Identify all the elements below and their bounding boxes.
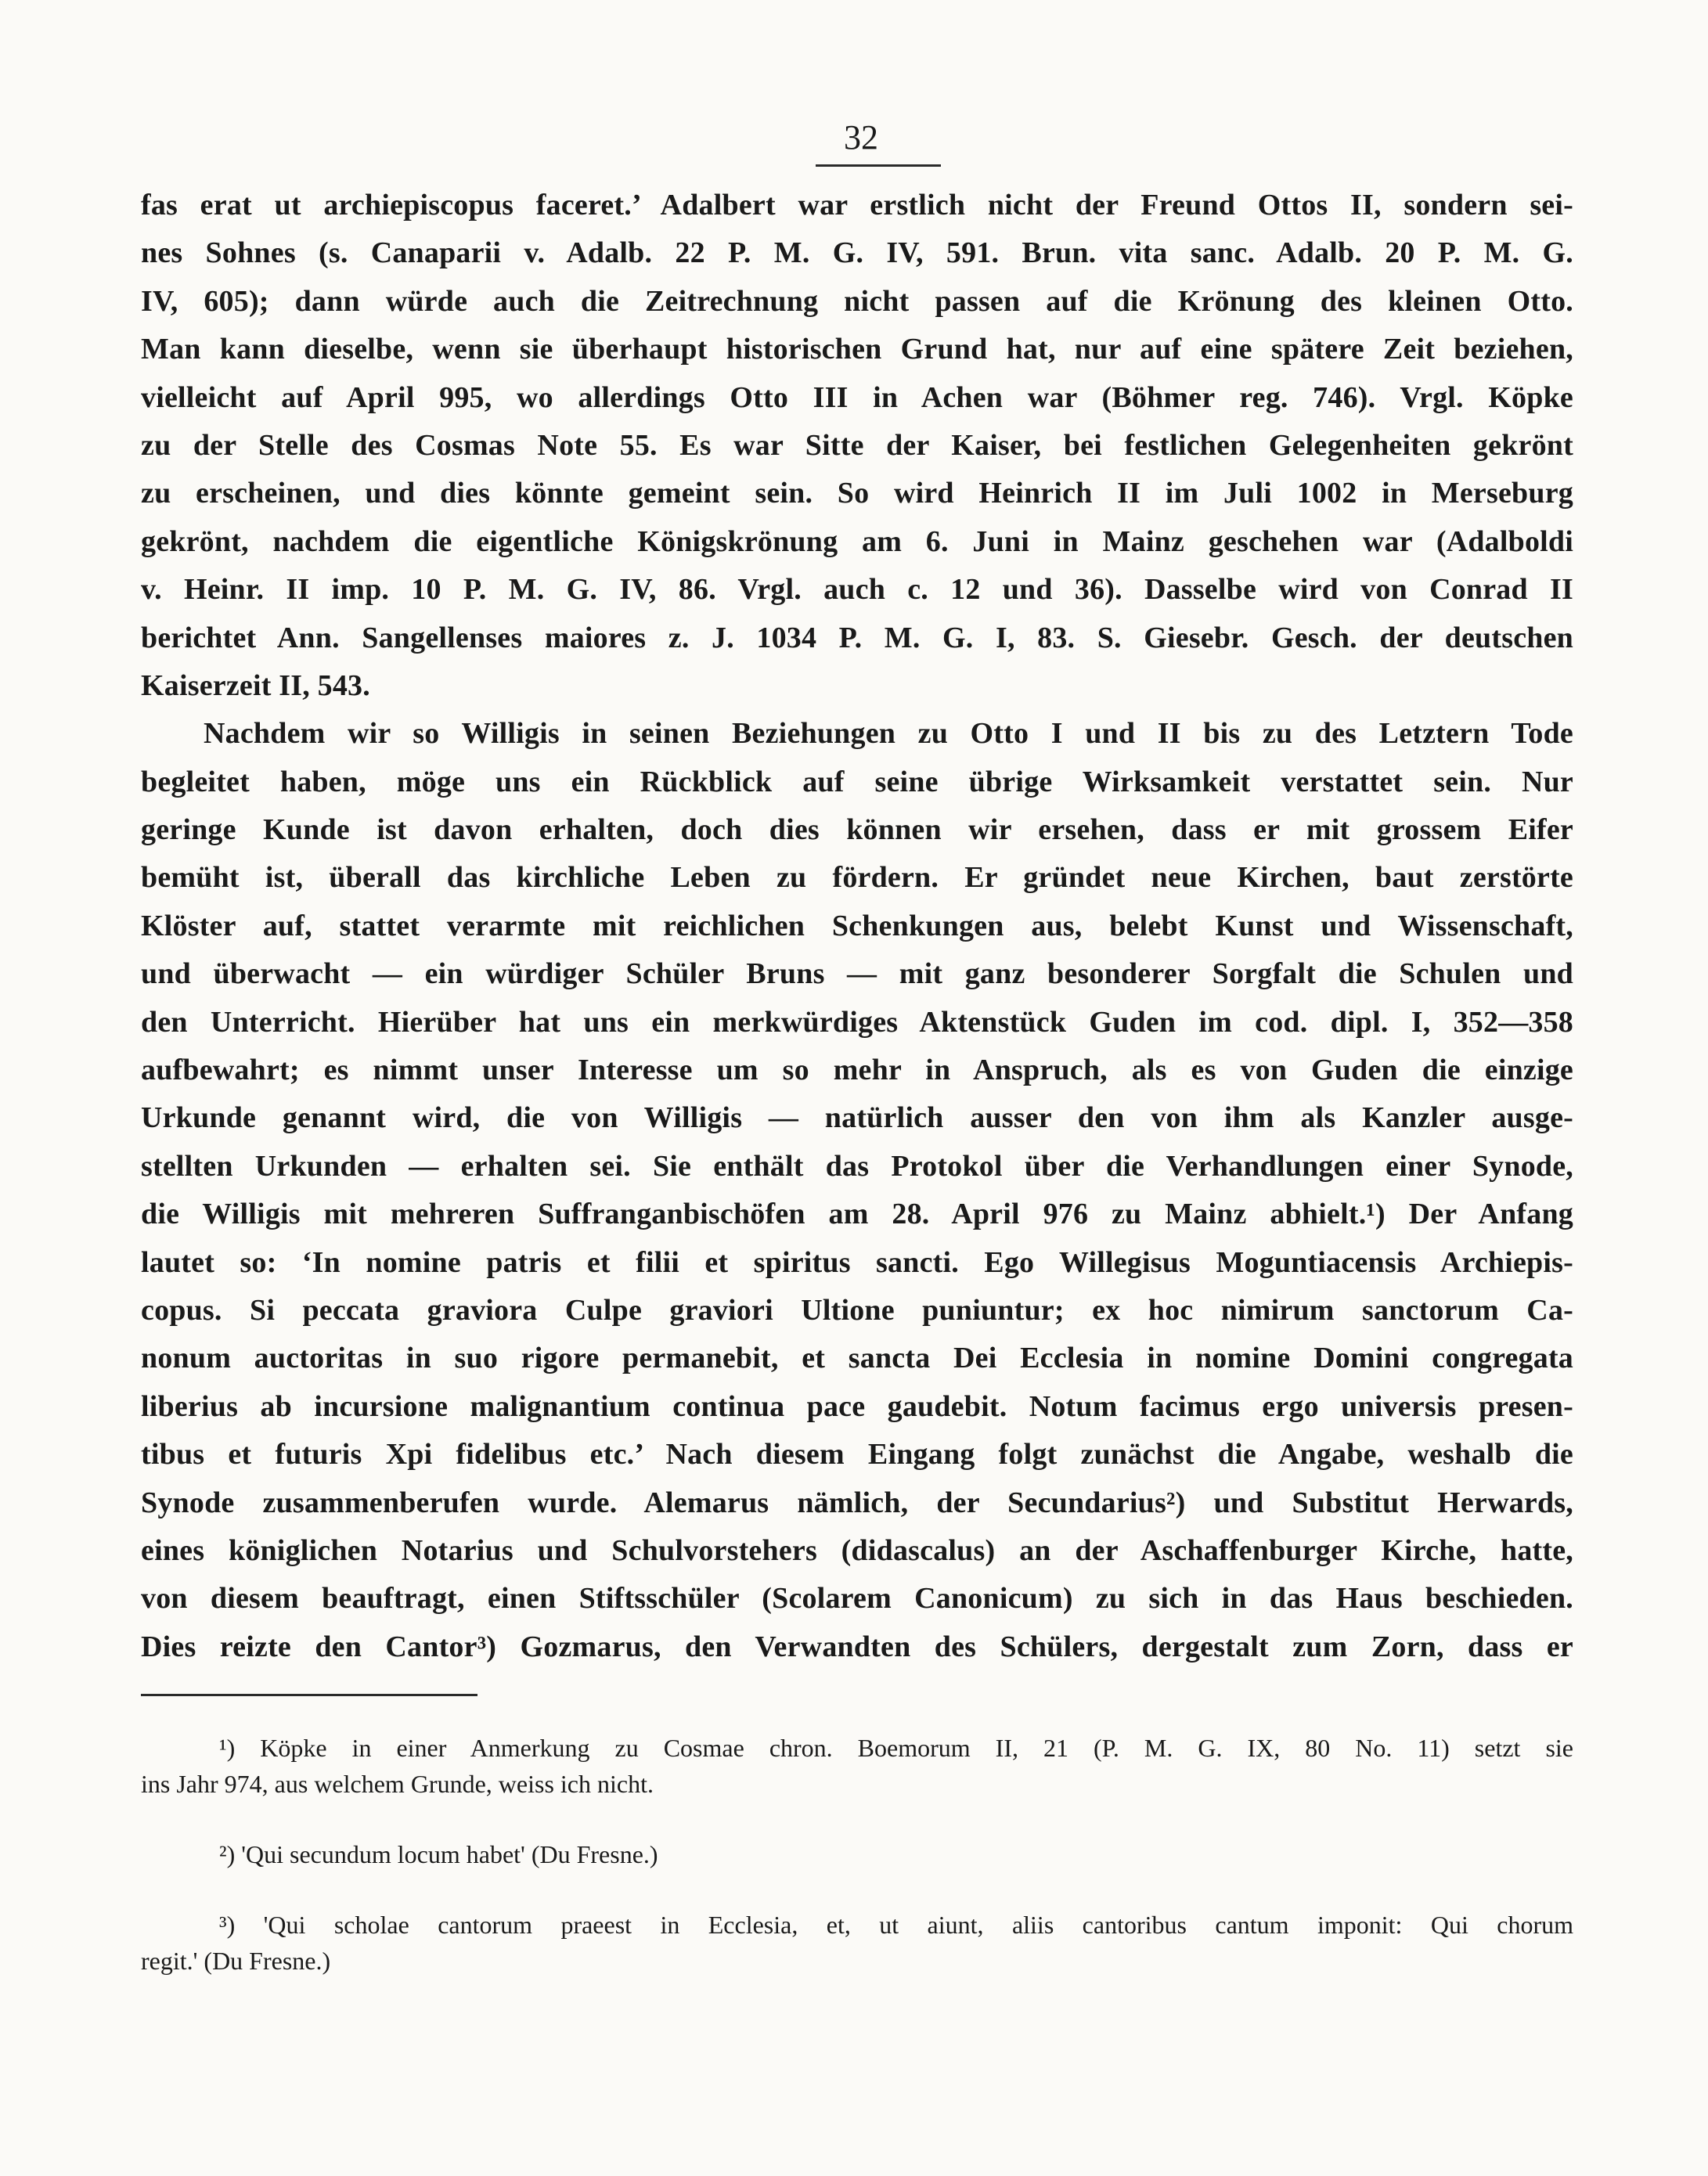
text-line: zu der Stelle des Cosmas Note 55. Es war Sitte der Kaiser, bei festlichen Gelegenheiten gekrönt (141, 428, 1573, 462)
text-line: Kaiserzeit II, 543. (141, 668, 370, 702)
text-line: copus. Si peccata graviora Culpe graviori Ultione puniuntur; ex hoc nimirum sanctorum Ca- (141, 1293, 1573, 1327)
footnote-line: ²) 'Qui secundum locum habet' (Du Fresne.) (219, 1840, 658, 1868)
text-line: aufbewahrt; es nimmt unser Interesse um so mehr in Anspruch, als es von Guden die einzige (141, 1054, 1573, 1087)
footnote-rule (141, 1694, 477, 1696)
text-line: berichtet Ann. Sangellenses maiores z. J. 1034 P. M. G. I, 83. S. Giesebr. Gesch. der deutschen (141, 621, 1573, 654)
text-line: nonum auctoritas in suo rigore permanebit, et sancta Dei Ecclesia in nomine Domini congregata (141, 1342, 1573, 1375)
text-line: zu erscheinen, und dies könnte gemeint sein. So wird Heinrich II im Juli 1002 in Merseburg (141, 477, 1573, 510)
footnote-line: ¹) Köpke in einer Anmerkung zu Cosmae chron. Boemorum II, 21 (P. M. G. IX, 80 No. 11) setzt sie (219, 1734, 1573, 1762)
text-line: Synode zusammenberufen wurde. Alemarus nämlich, der Secundarius²) und Substitut Herwards, (141, 1486, 1573, 1519)
footnote-line: regit.' (Du Fresne.) (141, 1947, 331, 1975)
page-number-rule (816, 164, 941, 167)
main-text (141, 182, 1573, 1671)
text-line: gekrönt, nachdem die eigentliche Königskrönung am 6. Juni in Mainz geschehen war (Adalboldi (141, 524, 1573, 558)
text-line: geringe Kunde ist davon erhalten, doch dies können wir ersehen, dass er mit grossem Eifer (141, 813, 1573, 847)
text-line: liberius ab incursione malignantium continua pace gaudebit. Notum facimus ergo universis presen- (141, 1389, 1573, 1423)
footnotes (141, 1730, 1573, 1979)
text-line: Nachdem wir so Willigis in seinen Beziehungen zu Otto I und II bis zu des Letztern Tode (204, 717, 1573, 751)
footnote-line: ins Jahr 974, aus welchem Grunde, weiss ich nicht. (141, 1770, 654, 1798)
text-line: IV, 605); dann würde auch die Zeitrechnung nicht passen auf die Krönung des kleinen Otto. (141, 284, 1573, 318)
page-number: 32 (844, 118, 878, 157)
footnote-1 (141, 1730, 1573, 1802)
text-line: tibus et futuris Xpi fidelibus etc.’ Nach diesem Eingang folgt zunächst die Angabe, weshalb die (141, 1438, 1573, 1472)
text-line: eines königlichen Notarius und Schulvorstehers (didascalus) an der Aschaffenburger Kirche, hatte, (141, 1533, 1573, 1567)
text-line: und überwacht — ein würdiger Schüler Bruns — mit ganz besonderer Sorgfalt die Schulen und (141, 957, 1573, 991)
footnote-2 (141, 1836, 1573, 1872)
text-line: begleitet haben, möge uns ein Rückblick auf seine übrige Wirksamkeit verstattet sein. Nur (141, 765, 1573, 798)
text-line: Man kann dieselbe, wenn sie überhaupt historischen Grund hat, nur auf eine spätere Zeit beziehen, (141, 333, 1573, 366)
text-line: von diesem beauftragt, einen Stiftsschüler (Scolarem Canonicum) zu sich in das Haus beschieden. (141, 1582, 1573, 1616)
text-line: stellten Urkunden — erhalten sei. Sie enthält das Protokol über die Verhandlungen einer Synode, (141, 1149, 1573, 1183)
text-line: fas erat ut archiepiscopus faceret.’ Adalbert war erstlich nicht der Freund Ottos II, sondern sei- (141, 189, 1573, 222)
text-line: lautet so: ‘In nomine patris et filii et spiritus sancti. Ego Willegisus Moguntiacensis Archiepis- (141, 1245, 1573, 1279)
text-line: Urkunde genannt wird, die von Willigis — natürlich ausser den von ihm als Kanzler ausge- (141, 1101, 1573, 1135)
text-line: den Unterricht. Hierüber hat uns ein merkwürdiges Aktenstück Guden im cod. dipl. I, 352—358 (141, 1005, 1573, 1039)
text-line: Dies reizte den Cantor³) Gozmarus, den Verwandten des Schülers, dergestalt zum Zorn, dass er (141, 1630, 1573, 1663)
footnote-line: ³) 'Qui scholae cantorum praeest in Ecclesia, et, ut aiunt, aliis cantoribus cantum imponit: Qui chorum (219, 1911, 1573, 1939)
footnote-3 (141, 1907, 1573, 1979)
text-line: vielleicht auf April 995, wo allerdings Otto III in Achen war (Böhmer reg. 746). Vrgl. Köpke (141, 380, 1573, 414)
text-line: die Willigis mit mehreren Suffranganbischöfen am 28. April 976 zu Mainz abhielt.¹) Der Anfang (141, 1198, 1573, 1231)
text-line: nes Sohnes (s. Canaparii v. Adalb. 22 P. M. G. IV, 591. Brun. vita sanc. Adalb. 20 P. M. G. (141, 236, 1573, 270)
text-line: v. Heinr. II imp. 10 P. M. G. IV, 86. Vrgl. auch c. 12 und 36). Dasselbe wird von Conrad II (141, 573, 1573, 607)
text-line: bemüht ist, überall das kirchliche Leben zu fördern. Er gründet neue Kirchen, baut zerstörte (141, 861, 1573, 895)
text-line: Klöster auf, stattet verarmte mit reichlichen Schenkungen aus, belebt Kunst und Wissenschaft, (141, 909, 1573, 942)
